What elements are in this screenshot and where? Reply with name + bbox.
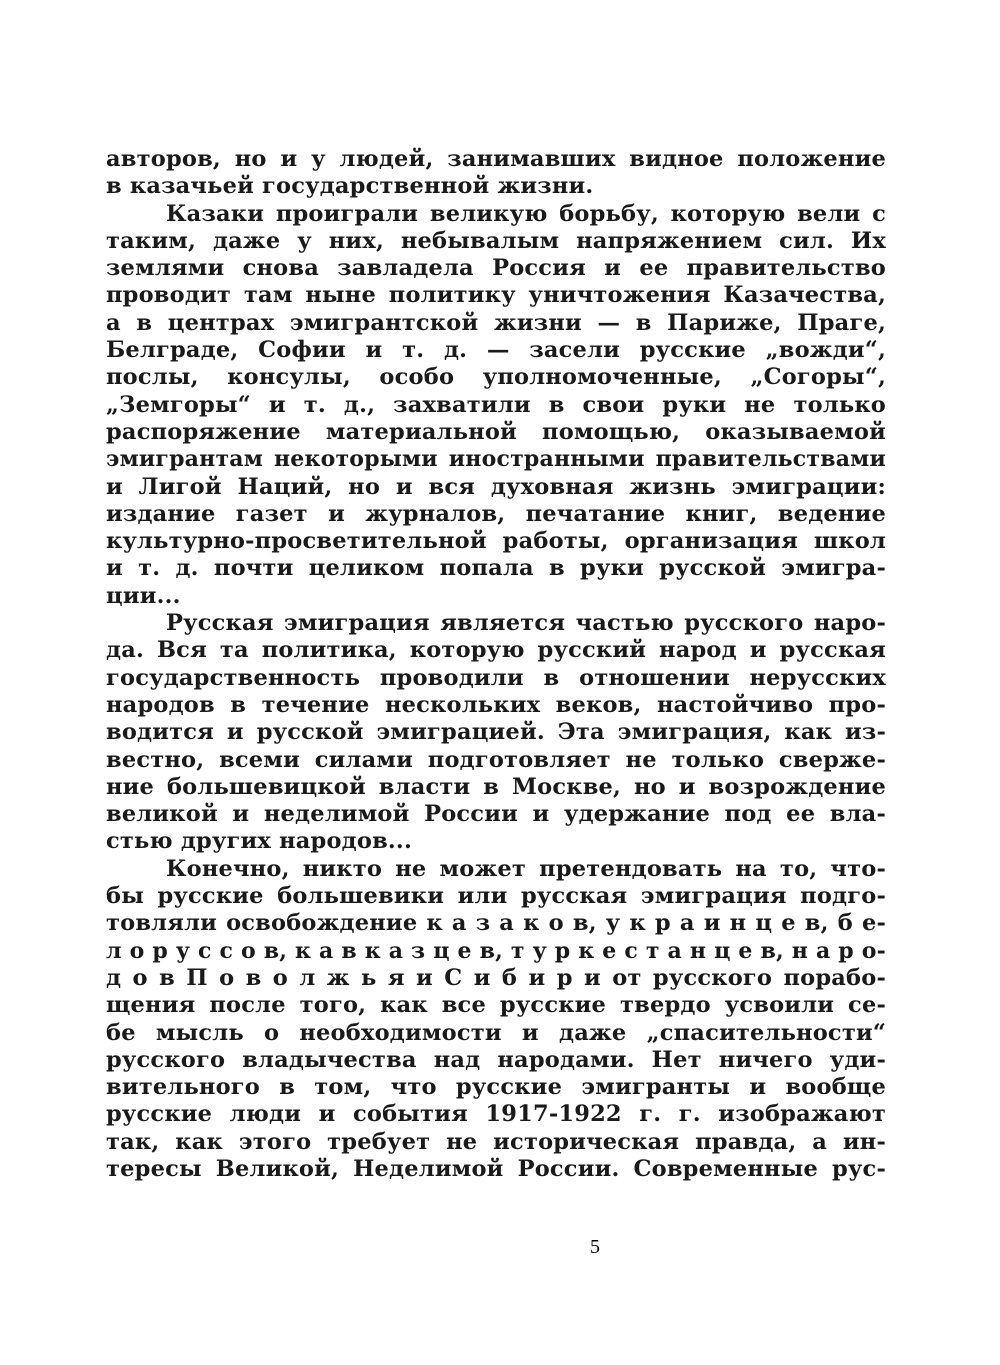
text-line: ние большевицкой власти в Москве, но и возрождение [106,773,886,800]
text-line: русские люди и события 1917-1922 г. г. изображают [106,1101,886,1128]
text-line: и т. д. почти целиком попала в руки русской эмигра- [106,555,886,582]
text-line: бе мысль о необходимости и даже „спасительности“ [106,1019,886,1046]
text-line: народов в течение нескольких веков, настойчиво про- [106,691,886,718]
text-line: стью других народов... [106,828,412,855]
text-line: д о в П о в о л ж ь я и С и б и р и от русского порабо- [106,964,886,991]
text-line: эмигрантам некоторыми иностранными правительствами [106,446,886,473]
text-line: а в центрах эмигрантской жизни — в Париже, Праге, [106,309,886,336]
text-line: Конечно, никто не может претендовать на то, что- [166,855,886,882]
text-line: тересы Великой, Неделимой России. Современные рус- [106,1155,886,1182]
text-line: вительного в том, что русские эмигранты и вообще [106,1074,886,1101]
text-line: послы, консулы, особо уполномоченные, „Согоры“, [106,364,886,391]
text-line: ции... [106,582,181,609]
text-line: в казачьей государственной жизни. [106,173,594,200]
text-line: землями снова завладела Россия и ее правительство [106,255,886,282]
text-line: и Лигой Наций, но и вся духовная жизнь эмиграции: [106,473,886,500]
text-line: великой и неделимой России и удержание под ее вла- [106,801,886,828]
text-line: товляли освобождение к а з а к о в, у к р а и н ц е в, б е- [106,910,886,937]
text-line: государственность проводили в отношении нерусских [106,664,886,691]
text-line: Русская эмиграция является частью русского наро- [166,610,886,637]
text-line: проводит там ныне политику уничтожения Казачества, [106,282,886,309]
text-line: да. Вся та политика, которую русский народ и русская [106,637,886,664]
text-line: так, как этого требует не историческая правда, а ин- [106,1128,886,1155]
body-text [106,146,886,1183]
text-line: распоряжение материальной помощью, оказываемой [106,418,886,445]
text-line: таким, даже у них, небывалым напряжением сил. Их [106,227,886,254]
text-line: л о р у с с о в, к а в к а з ц е в, т у р к е с т а н ц е в, н а р о- [106,937,886,964]
text-line: вестно, всеми силами подготовляет не только сверже- [106,746,886,773]
text-line: издание газет и журналов, печатание книг, ведение [106,500,886,527]
text-line: „Земгоры“ и т. д., захватили в свои руки не только [106,391,886,418]
text-line: Белграде, Софии и т. д. — засели русские „вожди“, [106,337,886,364]
text-line: русского владычества над народами. Нет ничего уди- [106,1046,886,1073]
text-line: культурно-просветительной работы, организация школ [106,528,886,555]
page-number: 5 [590,1236,600,1258]
text-line: щения после того, как все русские твердо усвоили се- [106,992,886,1019]
text-line: Казаки проиграли великую борьбу, которую вели с [166,200,886,227]
text-line: водится и русской эмиграцией. Эта эмиграция, как из- [106,719,886,746]
text-line: авторов, но и у людей, занимавших видное положение [106,146,886,172]
text-line: бы русские большевики или русская эмиграция подго- [106,883,886,910]
